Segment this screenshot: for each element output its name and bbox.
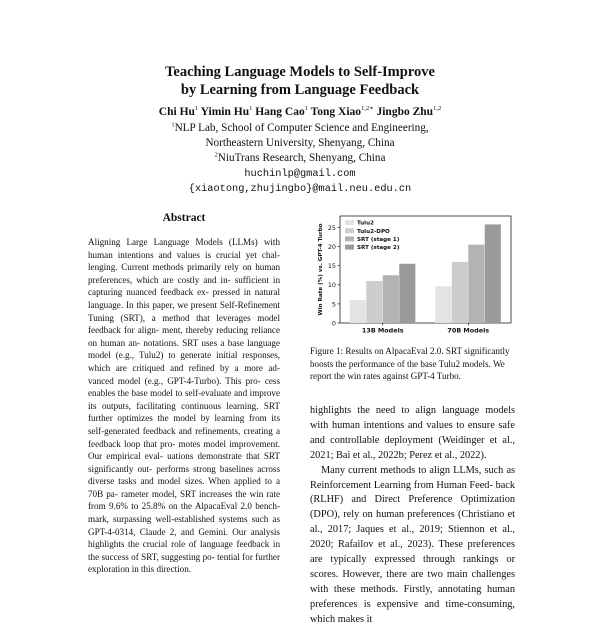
abstract-body — [88, 236, 280, 576]
author-list — [0, 104, 600, 120]
bar-tulu2-dpo — [452, 262, 468, 323]
abstract-line: and improve its outputs, facilitating continuous — [88, 388, 280, 411]
body-line: as Reinforcement Learning from Human Feed- — [310, 464, 516, 491]
abstract-line: cess enables the base model to self-evaluate — [88, 375, 280, 399]
abstract-line: motes model improvement. Our empirical eval- — [88, 438, 281, 462]
abstract-line: we present Self-Refinement Tuning (SRT), a — [88, 299, 280, 323]
y-tick-label: 5 — [331, 300, 336, 309]
author-name: Jingbo Zhu$^{1,2}$ — [376, 105, 442, 118]
bar-srt-stage-1- — [468, 245, 484, 323]
body-line: are typically expressed through rankings or scores. — [310, 554, 515, 580]
paper-title — [0, 63, 600, 99]
abstract-line: lenging. Current methods primarily rely on — [88, 262, 252, 273]
abstract-heading: Abstract — [162, 212, 206, 224]
author-name: Hang Cao$^1$ — [255, 105, 308, 118]
abstract-line: ment, thereby reducing reliance on human an- — [88, 325, 280, 348]
affiliation-1-cont: Northeastern University, Shenyang, China — [205, 137, 395, 150]
body-line: human intentions and values to ensure safe and — [310, 419, 516, 446]
bar-tulu2 — [350, 300, 366, 323]
body-line: (DPO), rely on human preferences (Christiano — [310, 509, 505, 521]
bar-srt-stage-1- — [383, 275, 399, 323]
abstract-line: uations demonstrate that SRT significantly out- — [88, 451, 280, 474]
body-line: methods. Firstly, annotating human preferences — [310, 583, 515, 610]
abstract-line: (e.g., Tulu2) to generate initial responses, — [115, 350, 281, 361]
abstract-line: feedback in the success of SRT, suggesting po- — [88, 539, 280, 562]
abstract-line: learning. SRT further optimizes the model by — [88, 400, 280, 424]
abstract-line: human preferences, which are costly and in- — [88, 262, 280, 285]
body-line: et al., 2017; Jaques et al., 2019; Stiennon et al., — [310, 509, 515, 536]
body-line: highlights the need to align language models with — [310, 405, 515, 431]
body-line: However, there are two main challenges with these — [310, 568, 515, 595]
x-tick-label: 70B Models — [447, 326, 490, 335]
y-axis-label: Win Rate (%) vs. GPT-4 Turbo — [318, 223, 324, 316]
legend-label: Tulu2-DPO — [357, 228, 390, 235]
abstract-line: pressed in natural language. In this paper, — [88, 287, 280, 310]
caption-line: boosts the performance of the base Tulu2 models. We — [310, 358, 505, 369]
abstract-line: performs strong baselines across diverse tasks — [88, 463, 281, 487]
abstract-line: and model sizes. When applied to a 70B pa- — [88, 476, 280, 499]
title-line-2: by Learning from Language Feedback — [180, 82, 420, 98]
affiliation-1: $^1$NLP Lab, School of Computer Science and Engineering, — [171, 121, 429, 134]
bar-srt-stage-2- — [485, 224, 501, 323]
author-name: Tong Xiao$^{1,2∗}$ — [310, 105, 374, 118]
bar-srt-stage-2- — [399, 264, 415, 323]
abstract-line: rameter model, SRT increases the win rate from — [88, 488, 280, 512]
x-tick-label: 13B Models — [361, 326, 404, 335]
abstract-line: vanced model (e.g., GPT-4-Turbo). This pro- — [88, 375, 261, 386]
y-tick-label: 0 — [331, 319, 336, 328]
y-tick-label: 10 — [327, 281, 336, 290]
intro-paragraph-2 — [310, 464, 515, 628]
win-rate-chart — [314, 210, 514, 342]
abstract-line: notations. SRT uses a base language model — [88, 337, 280, 361]
abstract-line: human intentions and values is crucial yet chal- — [88, 249, 280, 260]
caption-line: Figure 1: Results on AlpacaEval 2.0. SRT significantly — [310, 346, 510, 356]
affiliation-2: $^2$NiuTrans Research, Shenyang, China — [214, 151, 386, 165]
author-affiliation-mark: 1 — [194, 105, 199, 113]
legend-swatch — [345, 228, 354, 233]
figure-1 — [314, 210, 514, 342]
body-line: controllable deployment (Weidinger et al., 2021; — [310, 434, 515, 461]
legend-label: SRT (stage 2) — [357, 245, 400, 252]
y-tick-label: 15 — [327, 262, 336, 271]
abstract-line: 9.6% to 25.8% on the AlpacaEval 2.0 bench- — [109, 501, 280, 512]
author-name: Yimin Hu$^1$ — [200, 105, 253, 118]
affiliations — [0, 121, 600, 197]
author-name: Chi Hu$^1$ — [158, 105, 199, 118]
abstract-line: method that leverages model feedback for align- — [88, 312, 280, 336]
legend-swatch — [345, 236, 354, 241]
email-2[interactable]: {xiaotong,zhujingbo}@mail.neu.edu.cn — [188, 182, 412, 195]
abstract-line: sufficient in capturing nuanced feedback ex- — [88, 274, 280, 298]
body-line: is expensive and time-consuming, which makes it — [310, 598, 516, 625]
y-tick-label: 25 — [327, 223, 336, 232]
author-affiliation-mark: 1 — [249, 105, 253, 113]
title-line-1: Teaching Language Models to Self-Improve — [165, 64, 435, 80]
body-line: Many current methods to align LLMs, such — [321, 464, 504, 476]
legend-label: SRT (stage 1) — [357, 237, 400, 243]
author-affiliation-mark: 1,2∗ — [361, 105, 374, 113]
bar-tulu2-dpo — [366, 281, 382, 323]
abstract-line: refinements, creating a feedback loop that pro- — [88, 425, 280, 449]
figure-caption — [310, 345, 515, 383]
abstract-line: which are critiqued and refined by a more ad- — [88, 362, 280, 373]
abstract-line: mark, surpassing well-established systems such — [88, 514, 269, 525]
bar-tulu2 — [435, 286, 451, 323]
intro-paragraph-1 — [310, 404, 515, 464]
legend-label: Tulu2 — [357, 220, 374, 227]
abstract-line: Aligning Large Language Models (LLMs) with — [88, 237, 280, 247]
author-affiliation-mark: 1,2 — [433, 105, 442, 113]
abstract-line: analysis highlights the crucial role of language — [88, 526, 280, 550]
body-line: Bai et al., 2022b; Perez et al., 2022). — [336, 449, 487, 461]
y-tick-label: 20 — [327, 242, 336, 251]
legend-swatch — [345, 220, 354, 225]
body-line: 2020; Rafailov et al., 2023). These preferences — [310, 539, 515, 551]
caption-line: report the win rates against GPT-4 Turbo. — [310, 371, 461, 382]
abstract-line: as GPT-4-0314, Claude 2, and Gemini. Our — [88, 514, 280, 537]
body-line: back (RLHF) and Direct Preference Optimization — [310, 479, 515, 506]
email-1[interactable]: huchinlp@gmail.com — [244, 167, 356, 180]
author-affiliation-mark: 1 — [304, 105, 308, 113]
intro-text — [310, 404, 515, 628]
legend-swatch — [345, 245, 354, 250]
abstract-line: learning from its self-generated feedback and — [88, 413, 280, 436]
abstract-line: tential for further exploration in this direction. — [88, 551, 280, 575]
